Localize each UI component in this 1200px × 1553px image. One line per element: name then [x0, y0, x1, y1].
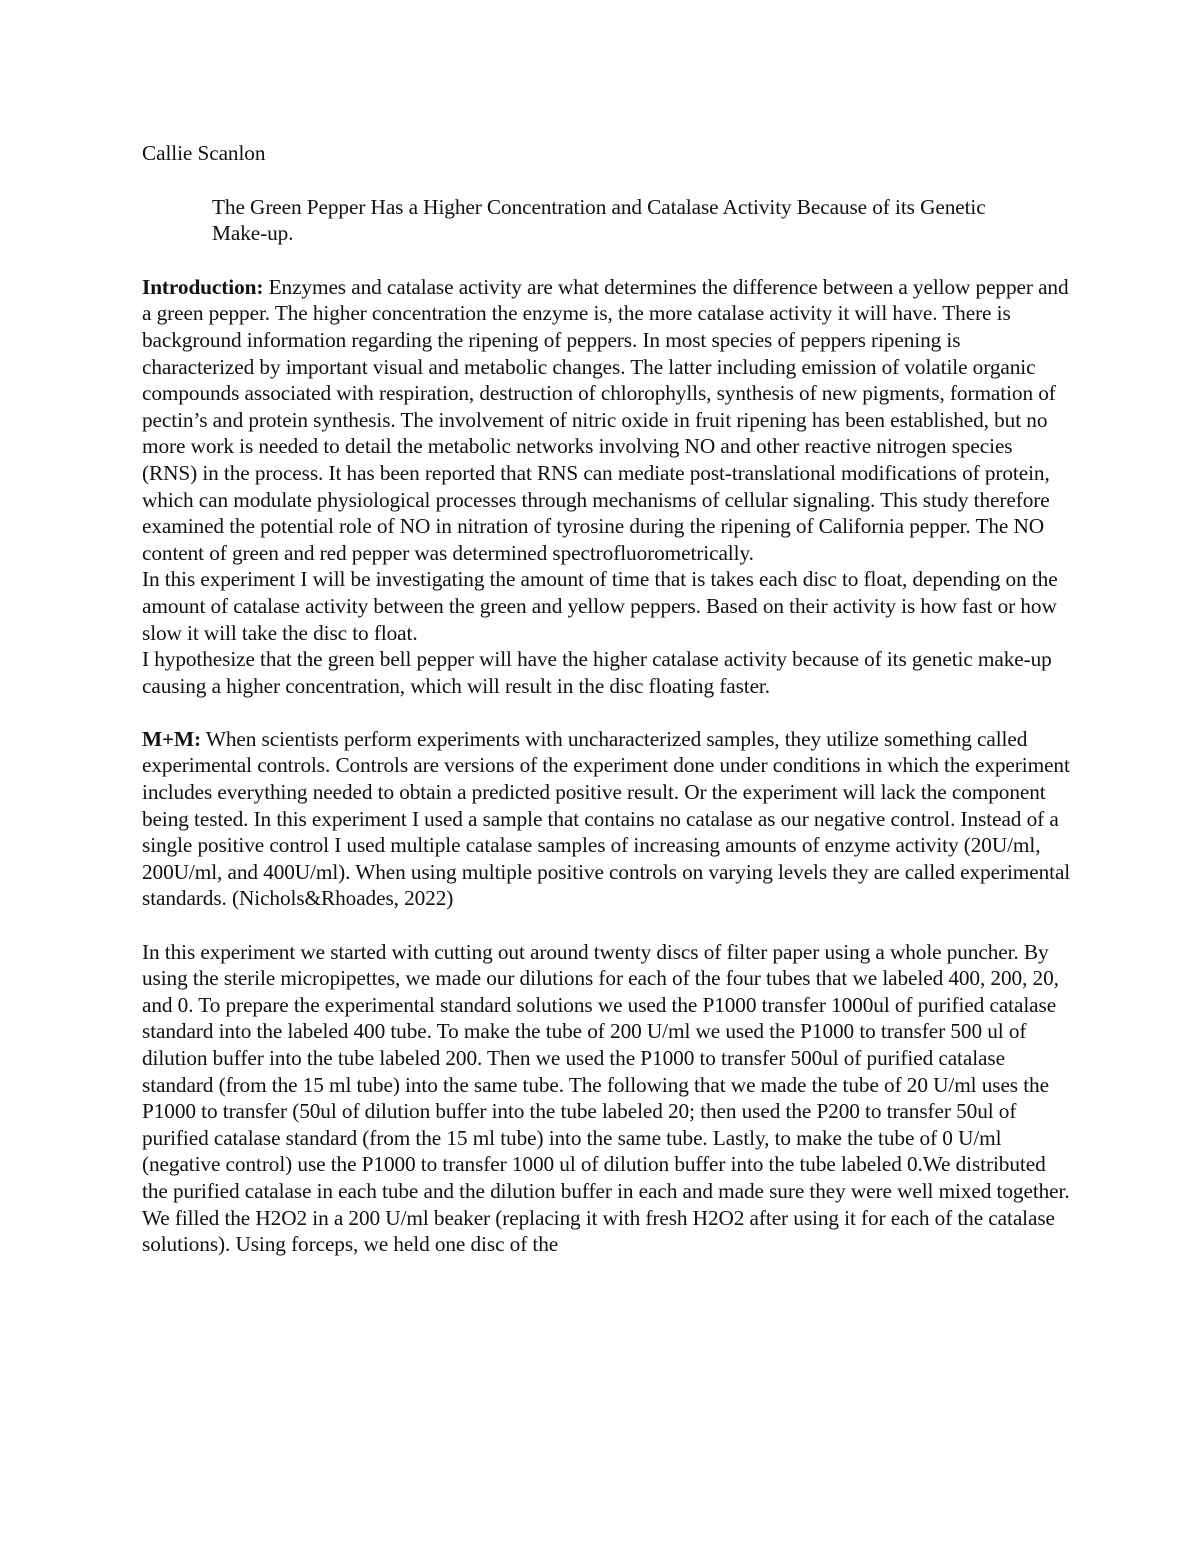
paragraph-spacer [142, 912, 1072, 939]
methods-paragraph [142, 726, 1072, 912]
hypothesis-paragraph: I hypothesize that the green bell pepper will have the higher catalase activity because of its genetic make-up causing a higher concentration, which will result in the disc floating faster. [142, 647, 1052, 698]
introduction-text: Enzymes and catalase activity are what determines the difference between a yellow pepper and a green pepper. The higher concentration the enzyme is, the more catalase activity it will have. There is background information regarding the ripening of peppers. In most species of peppers ripening is characterized by important visual and metabolic changes. The latter including emission of volatile organic compounds associated with respiration, destruction of chlorophylls, synthesis of new pigments, formation of pectin’s and protein synthesis. The involvement of nitric oxide in fruit ripening has been established, but no more work is needed to detail the metabolic networks involving NO and other reactive nitrogen species (RNS) in the process. It has been reported that RNS can mediate post-translational modifications of protein, which can modulate physiological processes through mechanisms of cellular signaling. This study therefore examined the potential role of NO in nitration of tyrosine during the ripening of California pepper. The NO content of green and red pepper was determined spectrofluorometrically. [142, 274, 1069, 565]
objective-paragraph: In this experiment I will be investigating the amount of time that is takes each disc to float, depending on the amount of catalase activity between the green and yellow peppers. Based on their activity is how fast or how slow it will take the disc to float. [142, 567, 1058, 645]
document-title: The Green Pepper Has a Higher Concentration and Catalase Activity Because of its Genetic Make-up. [212, 194, 986, 246]
methods-text: When scientists perform experiments with uncharacterized samples, they utilize something called experimental controls. Controls are versions of the experiment done under conditions in which the experiment includes everything needed to obtain a predicted positive result. Or the experiment will lack the component being tested. In this experiment I used a sample that contains no catalase as our negative control. Instead of a single positive control I used multiple catalase samples of increasing amounts of enzyme activity (20U/ml, 200U/ml, and 400U/ml). When using multiple positive controls on varying levels they are called experimental standards. (Nichols&Rhoades, 2022) [142, 726, 1071, 911]
procedure-paragraph: In this experiment we started with cutting out around twenty discs of filter paper using a whole puncher. By using the sterile micropipettes, we made our dilutions for each of the four tubes that we labeled 400, 200, 20, and 0. To prepare the experimental standard solutions we used the P1000 transfer 1000ul of purified catalase standard into the labeled 400 tube. To make the tube of 200 U/ml we used the P1000 to transfer 500 ul of dilution buffer into the tube labeled 200. Then we used the P1000 to transfer 500ul of purified catalase standard (from the 15 ml tube) into the same tube. The following that we made the tube of 20 U/ml uses the P1000 to transfer (50ul of dilution buffer into the tube labeled 20; then used the P200 to transfer 50ul of purified catalase standard (from the 15 ml tube) into the same tube. Lastly, to make the tube of 0 U/ml (negative control) use the P1000 to transfer 1000 ul of dilution buffer into the tube labeled 0.We distributed the purified catalase in each tube and the dilution buffer in each and made sure they were well mixed together. We filled the H2O2 in a 200 U/ml beaker (replacing it with fresh H2O2 after using it for each of the catalase solutions). Using forceps, we held one disc of the [142, 939, 1070, 1257]
introduction-heading: Introduction: [142, 274, 264, 299]
methods-heading: M+M: [142, 726, 202, 751]
introduction-paragraph [142, 274, 1072, 567]
document-page [142, 140, 1072, 1258]
paragraph-spacer [142, 699, 1072, 726]
author-name: Callie Scanlon [142, 141, 266, 165]
